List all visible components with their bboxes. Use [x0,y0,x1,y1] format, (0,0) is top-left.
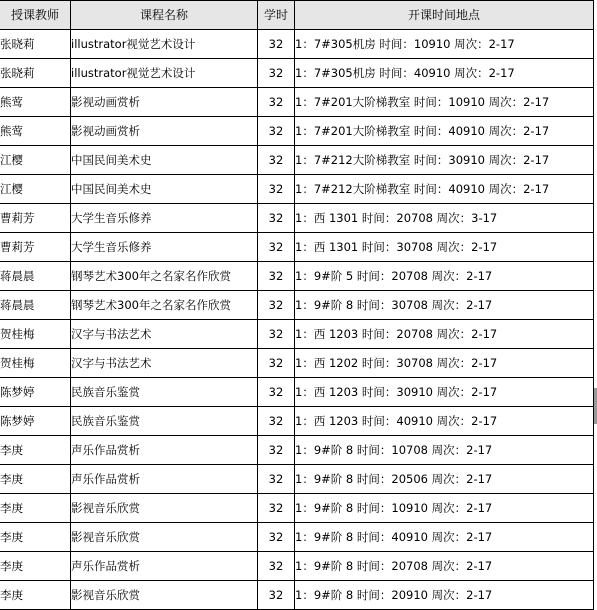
teacher-cell[interactable]: 李庚 [0,465,71,494]
teacher-cell[interactable]: 熊莺 [0,117,71,146]
table-row [0,175,594,204]
teacher-cell[interactable]: 贺桂梅 [0,349,71,378]
header-course[interactable]: 课程名称 [71,1,258,30]
place-cell[interactable]: 1：9#阶 5 时间：20708 周次：2-17 [295,262,594,291]
place-cell[interactable]: 1：9#阶 8 时间：30708 周次：2-17 [295,291,594,320]
course-cell[interactable]: illustrator视觉艺术设计 [71,30,258,59]
place-cell[interactable]: 1：7#201大阶梯教室 时间：10910 周次：2-17 [295,88,594,117]
place-cell[interactable]: 1：9#阶 8 时间：10910 周次：2-17 [295,494,594,523]
course-cell[interactable]: 影视动画赏析 [71,88,258,117]
teacher-cell[interactable]: 李庚 [0,494,71,523]
place-cell[interactable]: 1：7#212大阶梯教室 时间：30910 周次：2-17 [295,146,594,175]
teacher-cell[interactable]: 蒋晨晨 [0,262,71,291]
table-row [0,117,594,146]
place-cell[interactable]: 1：西 1301 时间：20708 周次：3-17 [295,204,594,233]
hours-cell[interactable]: 32 [258,436,295,465]
course-cell[interactable]: 大学生音乐修养 [71,233,258,262]
table-row [0,291,594,320]
place-cell[interactable]: 1：9#阶 8 时间：40910 周次：2-17 [295,523,594,552]
hours-cell[interactable]: 32 [258,88,295,117]
course-cell[interactable]: 民族音乐鉴赏 [71,407,258,436]
course-cell[interactable]: 汉字与书法艺术 [71,349,258,378]
hours-cell[interactable]: 32 [258,494,295,523]
hours-cell[interactable]: 32 [258,523,295,552]
place-cell[interactable]: 1：西 1203 时间：30910 周次：2-17 [295,378,594,407]
course-cell[interactable]: 汉字与书法艺术 [71,320,258,349]
table-row [0,146,594,175]
header-teacher[interactable]: 授课教师 [0,1,71,30]
course-cell[interactable]: 影视音乐欣赏 [71,523,258,552]
hours-cell[interactable]: 32 [258,204,295,233]
hours-cell[interactable]: 32 [258,291,295,320]
teacher-cell[interactable]: 江樱 [0,146,71,175]
course-cell[interactable]: 声乐作品赏析 [71,436,258,465]
teacher-cell[interactable]: 张晓莉 [0,30,71,59]
teacher-cell[interactable]: 张晓莉 [0,59,71,88]
place-cell[interactable]: 1：7#212大阶梯教室 时间：40910 周次：2-17 [295,175,594,204]
table-row [0,320,594,349]
hours-cell[interactable]: 32 [258,349,295,378]
teacher-cell[interactable]: 陈梦婷 [0,407,71,436]
hours-cell[interactable]: 32 [258,320,295,349]
course-cell[interactable]: 钢琴艺术300年之名家名作欣赏 [71,291,258,320]
teacher-cell[interactable]: 李庚 [0,552,71,581]
course-cell[interactable]: 声乐作品赏析 [71,465,258,494]
table-row [0,436,594,465]
hours-cell[interactable]: 32 [258,552,295,581]
teacher-cell[interactable]: 江樱 [0,175,71,204]
place-cell[interactable]: 1：9#阶 8 时间：20910 周次：2-17 [295,581,594,610]
table-row [0,581,594,610]
header-row [0,1,594,30]
hours-cell[interactable]: 32 [258,262,295,291]
table-row [0,523,594,552]
table-row [0,262,594,291]
course-cell[interactable]: 中国民间美术史 [71,175,258,204]
teacher-cell[interactable]: 曹莉芳 [0,233,71,262]
course-cell[interactable]: illustrator视觉艺术设计 [71,59,258,88]
teacher-cell[interactable]: 蒋晨晨 [0,291,71,320]
table-row [0,233,594,262]
place-cell[interactable]: 1：西 1203 时间：20708 周次：2-17 [295,320,594,349]
place-cell[interactable]: 1：9#阶 8 时间：20506 周次：2-17 [295,465,594,494]
hours-cell[interactable]: 32 [258,581,295,610]
course-cell[interactable]: 影视音乐欣赏 [71,581,258,610]
course-cell[interactable]: 大学生音乐修养 [71,204,258,233]
place-cell[interactable]: 1：9#阶 8 时间：10708 周次：2-17 [295,436,594,465]
table-row [0,59,594,88]
course-cell[interactable]: 中国民间美术史 [71,146,258,175]
teacher-cell[interactable]: 贺桂梅 [0,320,71,349]
hours-cell[interactable]: 32 [258,59,295,88]
table-row [0,378,594,407]
table-row [0,465,594,494]
header-place[interactable]: 开课时间地点 [295,1,594,30]
hours-cell[interactable]: 32 [258,465,295,494]
course-cell[interactable]: 钢琴艺术300年之名家名作欣赏 [71,262,258,291]
table-row [0,552,594,581]
place-cell[interactable]: 1：7#305机房 时间：40910 周次：2-17 [295,59,594,88]
table-row [0,349,594,378]
hours-cell[interactable]: 32 [258,30,295,59]
course-cell[interactable]: 影视动画赏析 [71,117,258,146]
table-row [0,407,594,436]
teacher-cell[interactable]: 陈梦婷 [0,378,71,407]
hours-cell[interactable]: 32 [258,378,295,407]
place-cell[interactable]: 1：西 1202 时间：30708 周次：2-17 [295,349,594,378]
teacher-cell[interactable]: 李庚 [0,523,71,552]
place-cell[interactable]: 1：9#阶 8 时间：20708 周次：2-17 [295,552,594,581]
place-cell[interactable]: 1：西 1203 时间：40910 周次：2-17 [295,407,594,436]
hours-cell[interactable]: 32 [258,233,295,262]
place-cell[interactable]: 1：7#201大阶梯教室 时间：40910 周次：2-17 [295,117,594,146]
hours-cell[interactable]: 32 [258,175,295,204]
teacher-cell[interactable]: 李庚 [0,436,71,465]
course-cell[interactable]: 声乐作品赏析 [71,552,258,581]
table-row [0,204,594,233]
teacher-cell[interactable]: 熊莺 [0,88,71,117]
table-row [0,88,594,117]
table-row [0,30,594,59]
place-cell[interactable]: 1：7#305机房 时间：10910 周次：2-17 [295,30,594,59]
course-cell[interactable]: 影视音乐欣赏 [71,494,258,523]
hours-cell[interactable]: 32 [258,146,295,175]
teacher-cell[interactable]: 李庚 [0,581,71,610]
hours-cell[interactable]: 32 [258,117,295,146]
teacher-cell[interactable]: 曹莉芳 [0,204,71,233]
table-row [0,494,594,523]
header-hours[interactable]: 学时 [258,1,295,30]
hours-cell[interactable]: 32 [258,407,295,436]
place-cell[interactable]: 1：西 1301 时间：30708 周次：2-17 [295,233,594,262]
course-cell[interactable]: 民族音乐鉴赏 [71,378,258,407]
